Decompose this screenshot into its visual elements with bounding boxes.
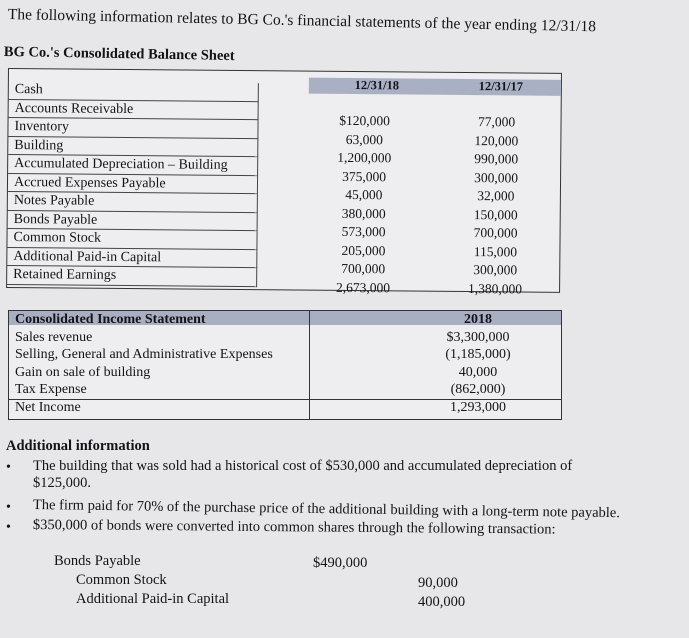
bullet-dot: • bbox=[6, 460, 11, 475]
column-2018 bbox=[303, 112, 425, 298]
row-label: Additional Paid-in Capital bbox=[7, 248, 257, 269]
cell-value: 115,000 bbox=[473, 243, 518, 259]
row-label: Building bbox=[8, 137, 258, 158]
cell-value: 205,000 bbox=[341, 242, 386, 258]
cell-value: (1,185,000) bbox=[445, 347, 511, 363]
row-label: Net Income bbox=[15, 399, 81, 415]
row-label: Cash bbox=[9, 81, 259, 102]
row-label: Tax Expense bbox=[15, 382, 87, 398]
income-statement-table bbox=[8, 310, 562, 420]
cell-value: 32,000 bbox=[477, 188, 515, 204]
row-label: Common Stock bbox=[7, 229, 257, 250]
divider bbox=[309, 311, 310, 419]
bullet-text: The building that was sold had a historical cost of $530,000 and accumulated depreciation of bbox=[33, 458, 573, 474]
cell-value: 380,000 bbox=[341, 205, 386, 221]
income-statement-values bbox=[413, 311, 543, 417]
divider bbox=[437, 399, 517, 400]
cell-value: $3,300,000 bbox=[446, 329, 510, 345]
additional-info-title: Additional information bbox=[6, 438, 150, 454]
cell-value: 77,000 bbox=[477, 114, 516, 130]
year-header: 2018 bbox=[464, 312, 492, 327]
cell-value: 1,293,000 bbox=[450, 399, 506, 415]
cell-value: 700,000 bbox=[341, 260, 386, 277]
journal-credit-amount: 90,000 bbox=[418, 575, 458, 591]
cell-value: 1,200,000 bbox=[337, 149, 392, 166]
journal-debit-amount: $490,000 bbox=[313, 555, 368, 571]
balance-sheet-table bbox=[6, 68, 562, 296]
cell-value: 150,000 bbox=[473, 206, 518, 222]
bullet-text: $125,000. bbox=[33, 475, 91, 491]
row-label: Inventory bbox=[8, 118, 258, 139]
journal-credit-amount: 400,000 bbox=[418, 594, 466, 610]
cell-value: 120,000 bbox=[474, 132, 519, 148]
row-label: Notes Payable bbox=[8, 192, 258, 213]
cell-value: 573,000 bbox=[341, 223, 386, 240]
bullet-text: The firm paid for 70% of the purchase price of the additional building with a long-term note payable. bbox=[32, 497, 621, 522]
journal-credit-account: Common Stock bbox=[76, 572, 167, 588]
row-label: Accrued Expenses Payable bbox=[8, 174, 258, 195]
cell-value: 375,000 bbox=[342, 168, 387, 184]
cell-value: $120,000 bbox=[339, 112, 390, 129]
cell-value: 700,000 bbox=[473, 225, 518, 241]
cell-value: 2,673,000 bbox=[336, 279, 391, 295]
cell-value: 990,000 bbox=[474, 151, 519, 167]
cell-value: (862,000) bbox=[450, 382, 506, 398]
cell-value: 300,000 bbox=[474, 169, 519, 185]
row-label: Accounts Receivable bbox=[9, 100, 259, 121]
row-label: Sales revenue bbox=[15, 329, 93, 345]
cell-value: 63,000 bbox=[345, 131, 384, 147]
balance-sheet-labels bbox=[7, 81, 259, 287]
journal-debit-account: Bonds Payable bbox=[54, 553, 141, 569]
bullet-dot: • bbox=[6, 500, 11, 515]
income-statement-labels bbox=[9, 311, 309, 417]
column-2017 bbox=[435, 113, 557, 299]
cell-value: 300,000 bbox=[473, 262, 518, 278]
cell-value: 40,000 bbox=[458, 364, 498, 380]
row-label: Gain on sale of building bbox=[15, 364, 151, 380]
row-label: Bonds Payable bbox=[8, 211, 258, 232]
bullet-text: $350,000 of bonds were converted into common shares through the following transaction: bbox=[32, 517, 556, 538]
row-label: Selling, General and Administrative Expenses bbox=[15, 347, 273, 363]
row-label: Retained Earnings bbox=[7, 266, 257, 287]
intro-text: The following information relates to BG Co.'s financial statements of the year ending 12/31/18 bbox=[7, 6, 597, 36]
header-2018: 12/31/18 bbox=[354, 78, 400, 93]
balance-sheet-title: BG Co.'s Consolidated Balance Sheet bbox=[3, 44, 235, 65]
header-2017: 12/31/17 bbox=[478, 79, 524, 94]
bullet-dot: • bbox=[6, 520, 11, 535]
journal-credit-account: Additional Paid-in Capital bbox=[76, 591, 230, 607]
income-statement-title: Consolidated Income Statement bbox=[15, 312, 206, 327]
row-label: Accumulated Depreciation – Building bbox=[8, 155, 258, 176]
cell-value: 45,000 bbox=[345, 186, 383, 203]
cell-value: 1,380,000 bbox=[468, 280, 523, 296]
